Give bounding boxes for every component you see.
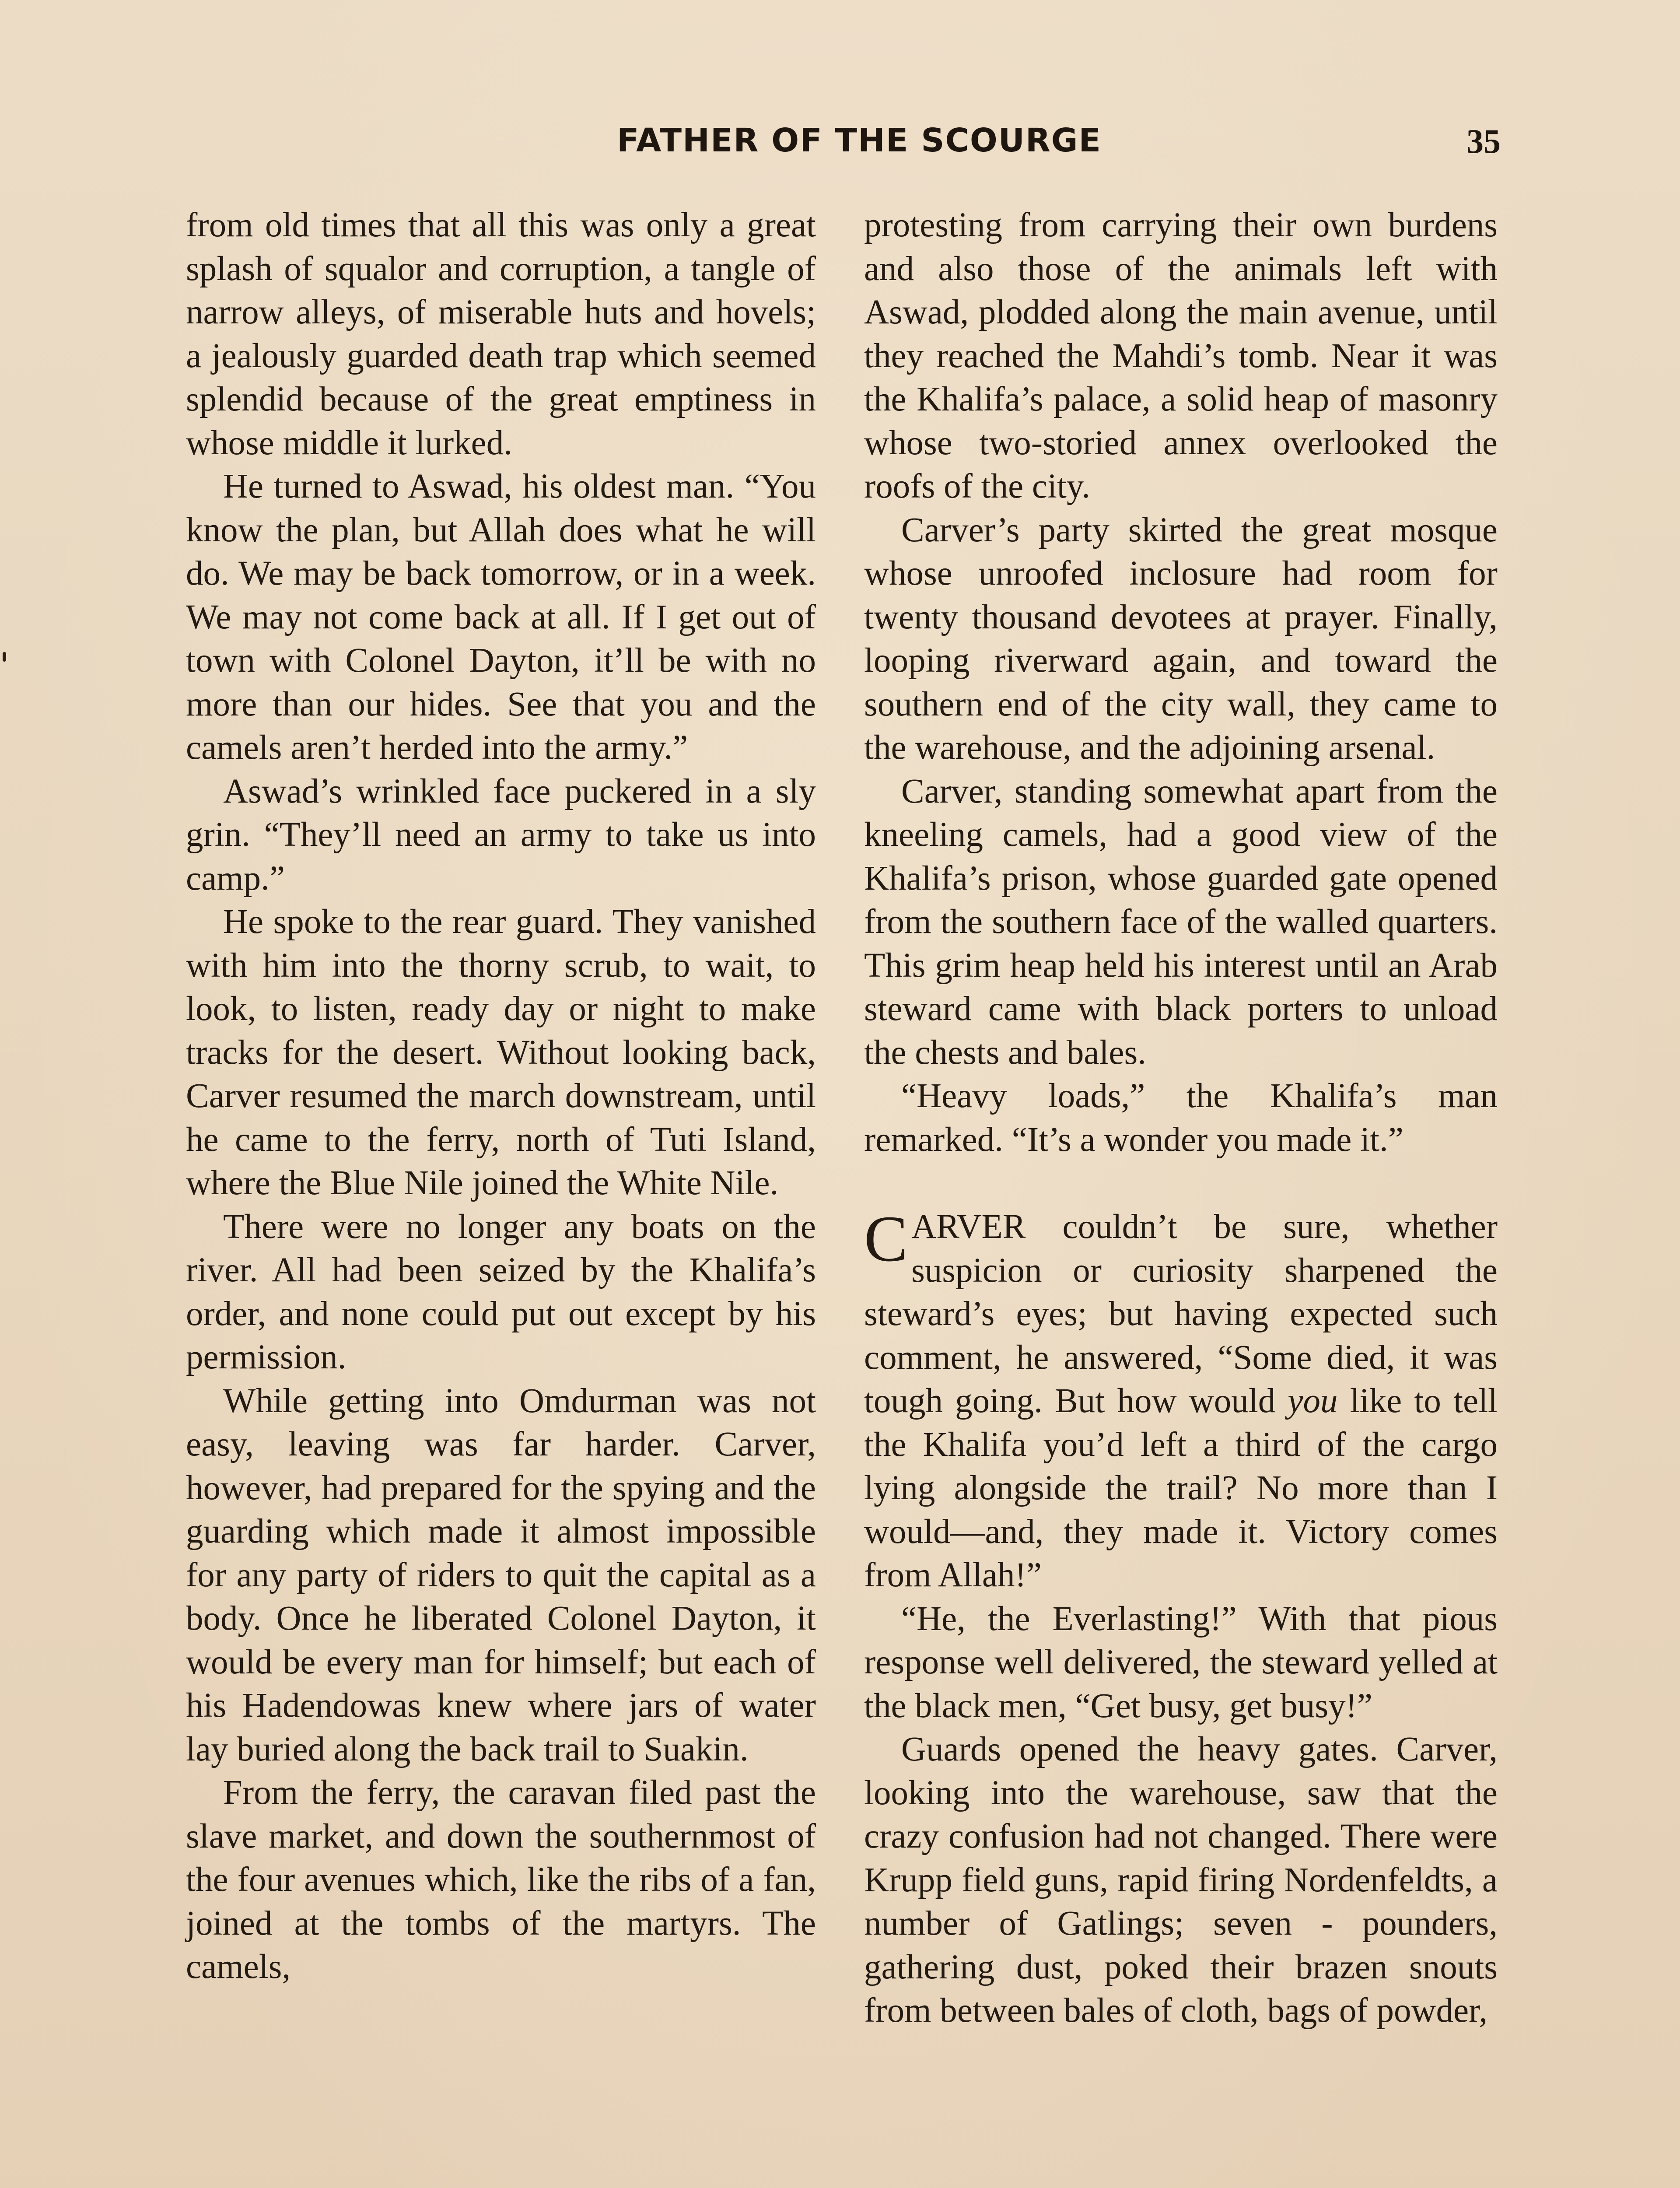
left-column [186,203,816,1989]
paragraph: Guards opened the heavy gates. Carver, looking into the warehouse, saw that the crazy confusion had not changed. There were Krupp field guns, rapid firing Nordenfeldts, a number of Gatlings; seven - pounders, gathering dust, poked their brazen snouts from between bales of cloth, bags of powder, [864,1730,1498,2030]
dropcap-paragraph [864,1205,1498,1597]
ink-speck [3,652,6,662]
italic-word: you [1288,1382,1338,1420]
paragraph: “He, the Everlasting!” With that pious response well delivered, the steward yelled at the black men, “Get busy, get busy!” [864,1599,1498,1725]
page-number: 35 [1466,122,1501,160]
paragraph: “Heavy loads,” the Khalifa’s man remarked. “It’s a wonder you made it.” [864,1077,1498,1159]
paragraph: From the ferry, the caravan filed past the slave market, and down the southernmost of the four avenues which, like the ribs of a fan, joined at the tombs of the martyrs. The camels, [186,1774,816,1986]
running-title: FATHER OF THE SCOURGE [617,122,1102,159]
paragraph: He turned to Aswad, his oldest man. “You know the plan, but Allah does what he will do. We may be back tomorrow, or in a week. We may not come back at all. If I get out of town with Colonel Dayton, it’ll be with no more than our hides. See that you and the camels aren’t herded into the army.” [186,467,816,767]
paragraph: He spoke to the rear guard. They vanished with him into the thorny scrub, to wait, to look, to listen, ready day or night to make tracks for the desert. Without looking back, Carver resumed the march downstream, until he came to the ferry, north of Tuti Island, where the Blue Nile joined the White Nile. [186,903,816,1202]
paragraph: Carver’s party skirted the great mosque whose unroofed inclosure had room for twenty thousand devotees at prayer. Finally, looping riverward again, and toward the southern end of the city wall, they came to the warehouse, and the adjoining arsenal. [864,511,1498,767]
paragraph: While getting into Omdurman was not easy, leaving was far harder. Carver, however, had prepared for the spying and the guarding which made it almost impossible for any party of riders to quit the capital as a body. Once he liberated Colonel Dayton, it would be every man for himself; but each of his Hadendowas knew where jars of water lay buried along the back trail to Suakin. [186,1382,816,1768]
right-column [864,203,1498,2033]
drop-cap: C [864,1203,908,1275]
dropcap-paragraph-tail: like to tell the Khalifa you’d left a third of the cargo lying alongside the trail? No more than I would—and, they made it. Victory comes from Allah!” [864,1382,1498,1594]
running-head [188,122,1501,170]
paragraph: Carver, standing somewhat apart from the kneeling camels, had a good view of the Khalifa’s prison, whose guarded gate opened from the southern face of the walled quarters. This grim heap held his interest until an Arab steward came with black porters to unload the chests and bales. [864,772,1498,1072]
paragraph: from old times that all this was only a great splash of squalor and corruption, a tangle of narrow alleys, of miserable huts and hovels; a jealously guarded death trap which seemed splendid because of the great emptiness in whose middle it lurked. [186,206,816,462]
paragraph: protesting from carrying their own burdens and also those of the animals left with Aswad, plodded along the main avenue, until they reached the Mahdi’s tomb. Near it was the Khalifa’s palace, a solid heap of masonry whose two-storied annex overlooked the roofs of the city. [864,206,1498,505]
paragraph: Aswad’s wrinkled face puckered in a sly grin. “They’ll need an army to take us into camp.” [186,772,816,898]
dropcap-paragraph-text: ARVER couldn’t be sure, whether suspicion or curiosity sharpened the steward’s eyes; but having expected such comment, he answered, “Some died, it was tough going. But how would [864,1208,1498,1420]
section-break [864,1161,1498,1205]
paragraph: There were no longer any boats on the river. All had been seized by the Khalifa’s order, and none could put out except by his permission. [186,1207,816,1376]
